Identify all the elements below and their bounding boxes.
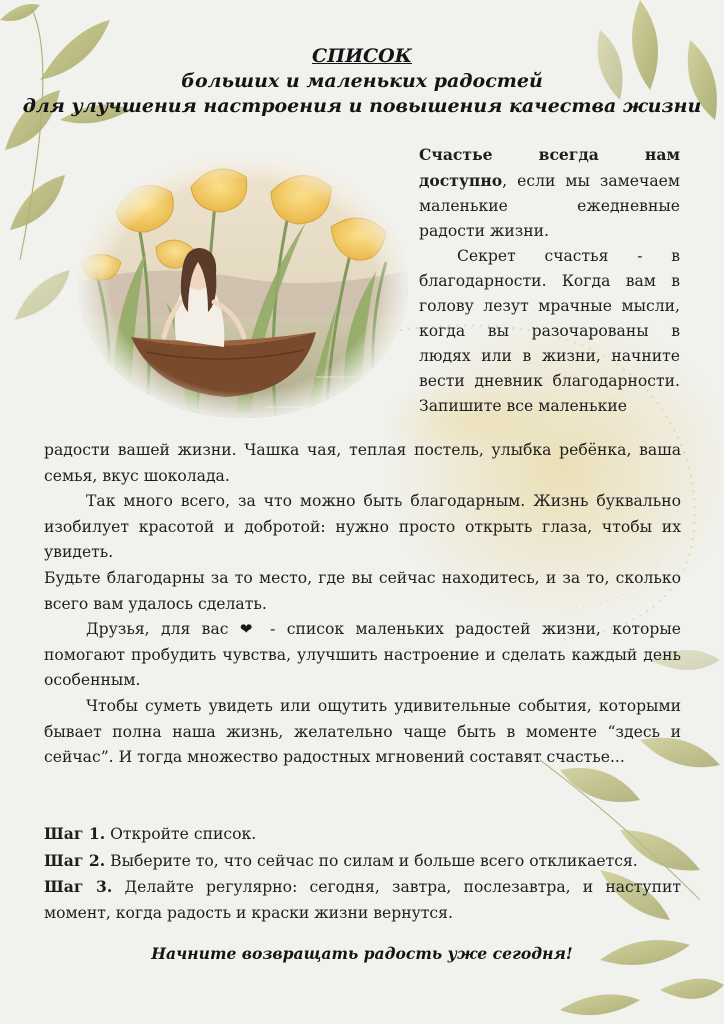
intro-paragraph <box>419 142 680 244</box>
main-text-block <box>44 438 681 771</box>
paragraph-grateful: Так много всего, за что можно быть благодарным. Жизнь буквально изобилует красотой и добротой: нужно просто открыть глаза, чтобы их увидеть. <box>44 492 681 562</box>
step-label: Шаг 1. <box>44 824 106 843</box>
closing-line: Начните возвращать радость уже сегодня! <box>151 944 573 963</box>
step-item <box>44 874 681 926</box>
intro-bold-text: Счастье всегда нам доступно <box>419 145 680 190</box>
paragraph-friends <box>44 617 681 694</box>
friends-text-end: - список маленьких радостей жизни, которые помогают пробудить чувства, улучшить настроение и сделать каждый день особенным. <box>44 620 681 690</box>
title-line-1: СПИСОК <box>312 45 412 67</box>
page-title <box>0 44 724 119</box>
steps-list <box>44 821 681 926</box>
step-text: Делайте регулярно: сегодня, завтра, послезавтра, и наступит момент, когда радость и краски жизни вернутся. <box>44 878 681 922</box>
paragraph-moment: Чтобы суметь увидеть или ощутить удивительные события, которыми бывает полна наша жизнь, желательно чаще быть в моменте “здесь и сейчас”. И тогда множество радостных мгновений составят счастье... <box>44 696 681 767</box>
step-item <box>44 848 681 875</box>
step-item <box>44 821 681 848</box>
friends-text-start: Друзья, для вас <box>86 620 229 639</box>
secret-paragraph: Секрет счастья - в благодарности. Когда вам в голову лезут мрачные мысли, когда вы разочарованы в людях или в жизни, начните вести дневник благодарности. Запишите все маленькие <box>419 247 680 415</box>
heart-icon: ❤ <box>239 620 259 639</box>
step-label: Шаг 2. <box>44 850 106 870</box>
intro-rest-text: , если мы замечаем маленькие ежедневные радости жизни. <box>419 172 680 240</box>
step-label: Шаг 3. <box>44 877 113 897</box>
continuation-paragraph: радости вашей жизни. Чашка чая, теплая постель, улыбка ребёнка, ваша семья, вкус шоколада. <box>44 441 681 485</box>
step-text: Выберите то, что сейчас по силам и больше всего откликается. <box>105 851 638 870</box>
girl-in-boat-illustration <box>76 152 410 420</box>
step-text: Откройте список. <box>105 825 257 843</box>
title-line-2: больших и маленьких радостей <box>181 70 543 92</box>
paragraph-be-grateful: Будьте благодарны за то место, где вы сейчас находитесь, и за то, сколько всего вам удалось сделать. <box>44 568 681 613</box>
intro-text-block <box>419 142 680 419</box>
title-line-3: для улучшения настроения и повышения качества жизни <box>22 95 702 117</box>
